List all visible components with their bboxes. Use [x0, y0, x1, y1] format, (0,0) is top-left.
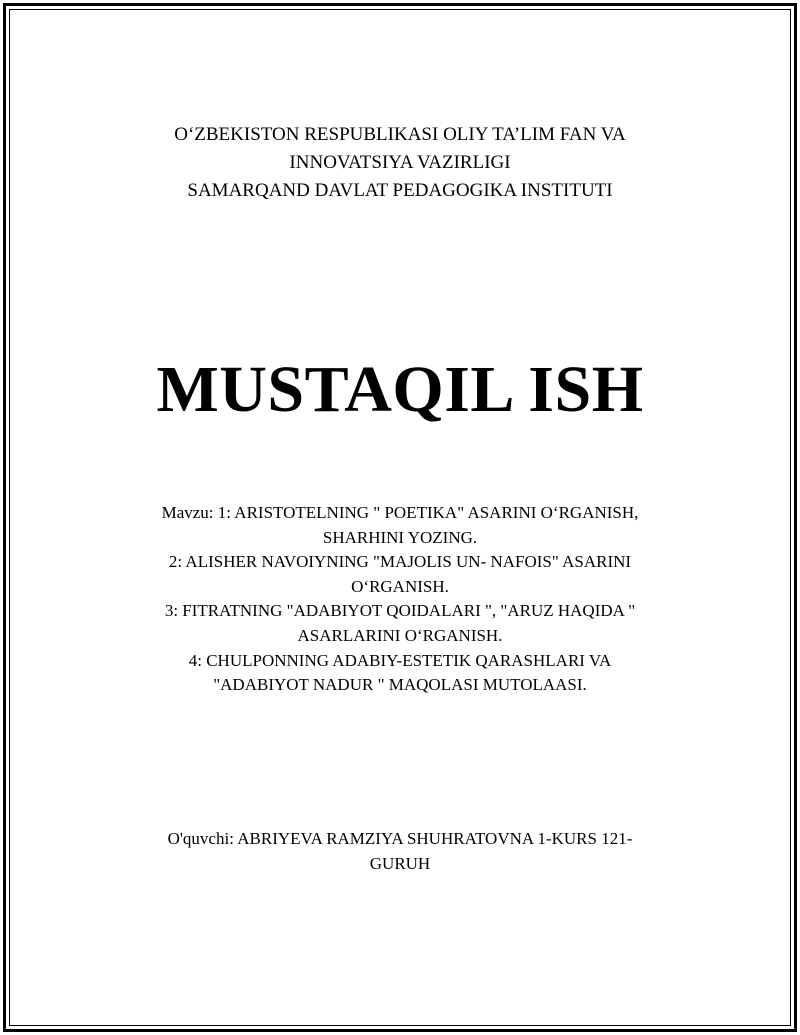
topic-line: 2: ALISHER NAVOIYNING "MAJOLIS UN- NAFOIS" ASARINI — [168, 552, 632, 572]
student-line-2: GURUH — [369, 853, 431, 873]
topic-line: SHARHINI YOZING. — [322, 527, 478, 547]
topic-line: ASARLARINI O‘RGANISH. — [297, 625, 503, 645]
topic-line: O‘RGANISH. — [351, 576, 449, 596]
topic-line: 3: FITRATNING "ADABIYOT QOIDALARI ", "ARUZ HAQIDA " — [164, 601, 636, 621]
topic-line: 4: CHULPONNING ADABIY-ESTETIK QARASHLARI VA — [188, 650, 612, 670]
topic-line: Mavzu: 1: ARISTOTELNING " POETIKA" ASARINI O‘RGANISH, — [161, 503, 639, 522]
header-line-institute: SAMARQAND DAVLAT PEDAGOGIKA INSTITUTI — [187, 180, 613, 201]
document-title: MUSTAQIL ISH — [156, 353, 644, 426]
topics-block — [0, 501, 800, 698]
topic-line: "ADABIYOT NADUR " MAQOLASI MUTOLAASI. — [213, 675, 587, 695]
institution-header — [0, 121, 800, 205]
student-line-1: O'quvchi: ABRIYEVA RAMZIYA SHUHRATOVNA 1-KURS 121- — [167, 829, 633, 848]
header-line-ministry-2: INNOVATSIYA VAZIRLIGI — [289, 152, 511, 173]
student-info — [0, 827, 800, 876]
header-line-ministry-1: O‘ZBEKISTON RESPUBLIKASI OLIY TA’LIM FAN VA — [174, 124, 626, 145]
